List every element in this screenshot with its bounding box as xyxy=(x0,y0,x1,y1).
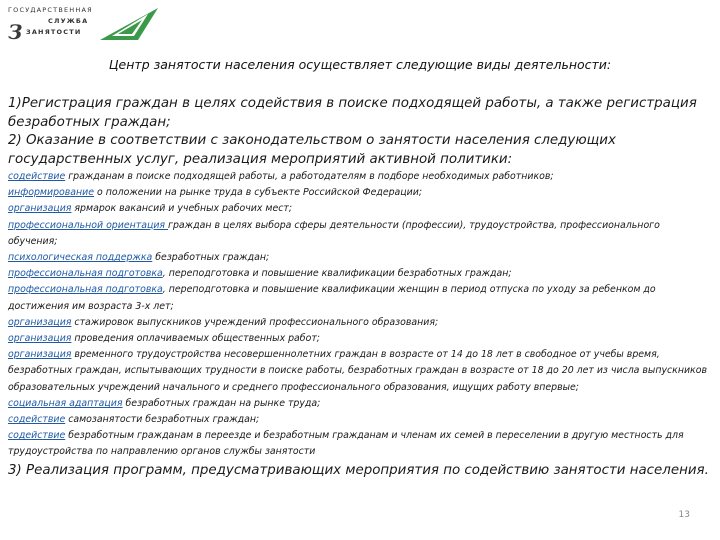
point-1: 1)Регистрация граждан в целях содействия в поиске подходящей работы, а также регистрация безработных граждан; xyxy=(8,96,697,130)
list-item xyxy=(8,428,712,460)
list-item xyxy=(8,412,712,428)
point-2: 2) Оказание в соответствии с законодательством о занятости населения следующих государственных услуг, реализация мероприятий активной политики: xyxy=(8,133,616,167)
service-description: безработным гражданам в переезде и безработным гражданам и членам их семей в переселении в другую местность для трудоустройства по направлению органов службы занятости xyxy=(8,430,684,458)
service-list xyxy=(8,169,712,461)
service-description: безработных граждан; xyxy=(152,252,270,264)
list-item xyxy=(8,218,712,250)
list-item xyxy=(8,331,712,347)
page-number: 13 xyxy=(678,510,690,520)
service-link[interactable]: организация xyxy=(8,203,72,215)
list-item xyxy=(8,282,712,314)
service-link[interactable]: социальная адаптация xyxy=(8,397,123,409)
service-link[interactable]: информирование xyxy=(8,187,95,199)
service-description: безработных граждан на рынке труда; xyxy=(122,397,321,409)
service-description: граждан в целях выбора сферы деятельности (профессии), трудоустройства, профессионального обучения; xyxy=(8,219,660,247)
point-3: 3) Реализация программ, предусматривающих мероприятия по содействию занятости населения. xyxy=(8,462,709,478)
service-description: стажировок выпускников учреждений профессионального образования; xyxy=(71,316,439,328)
list-item xyxy=(8,169,712,185)
content xyxy=(8,95,712,480)
page-title: Центр занятости населения осуществляет следующие виды деятельности: xyxy=(108,57,612,72)
service-link[interactable]: профессиональная подготовка xyxy=(8,268,163,280)
list-item xyxy=(8,185,712,201)
service-description: проведения оплачиваемых общественных работ; xyxy=(71,333,320,345)
service-link[interactable]: содействие xyxy=(8,171,66,182)
service-description: временного трудоустройства несовершеннолетних граждан в возрасте от 14 до 18 лет в свободное от учебы время, безработных граждан, испытывающих трудности в поиске работы, безработных граждан в возрасте от 18 до 20 лет из числа выпускников образовательных учреждений начального и среднего профессионального образования, ищущих работу впервые; xyxy=(8,349,707,393)
service-description: , переподготовка и повышение квалификации женщин в период отпуска по уходу за ребенком до достижения им возраста 3-х лет; xyxy=(8,284,656,312)
service-description: самозанятости безработных граждан; xyxy=(65,414,260,426)
service-link[interactable]: содействие xyxy=(8,430,66,442)
service-link[interactable]: профессиональной ориентация xyxy=(8,219,169,231)
logo-emblem-icon xyxy=(98,6,160,42)
logo-line-2: СЛУЖБА xyxy=(48,17,89,25)
service-link[interactable]: профессиональная подготовка xyxy=(8,284,163,296)
service-link[interactable]: содействие xyxy=(8,414,66,426)
service-description: гражданам в поиске подходящей работы, а работодателям в подборе необходимых работников; xyxy=(65,171,554,182)
logo xyxy=(8,6,158,42)
logo-letter: З xyxy=(8,20,23,44)
service-link[interactable]: организация xyxy=(8,349,72,361)
logo-line-3: ЗАНЯТОСТИ xyxy=(26,28,82,36)
service-description: ярмарок вакансий и учебных рабочих мест; xyxy=(71,203,293,215)
logo-line-1: ГОСУДАРСТВЕННАЯ xyxy=(8,6,93,14)
list-item xyxy=(8,396,712,412)
list-item xyxy=(8,266,712,282)
list-item xyxy=(8,201,712,217)
list-item xyxy=(8,315,712,331)
service-description: , переподготовка и повышение квалификации безработных граждан; xyxy=(162,268,512,280)
service-link[interactable]: организация xyxy=(8,316,72,328)
list-item xyxy=(8,250,712,266)
service-description: о положении на рынке труда в субъекте Российской Федерации; xyxy=(94,187,423,199)
service-link[interactable]: психологическая поддержка xyxy=(8,252,153,264)
service-link[interactable]: организация xyxy=(8,333,72,345)
list-item xyxy=(8,347,712,396)
